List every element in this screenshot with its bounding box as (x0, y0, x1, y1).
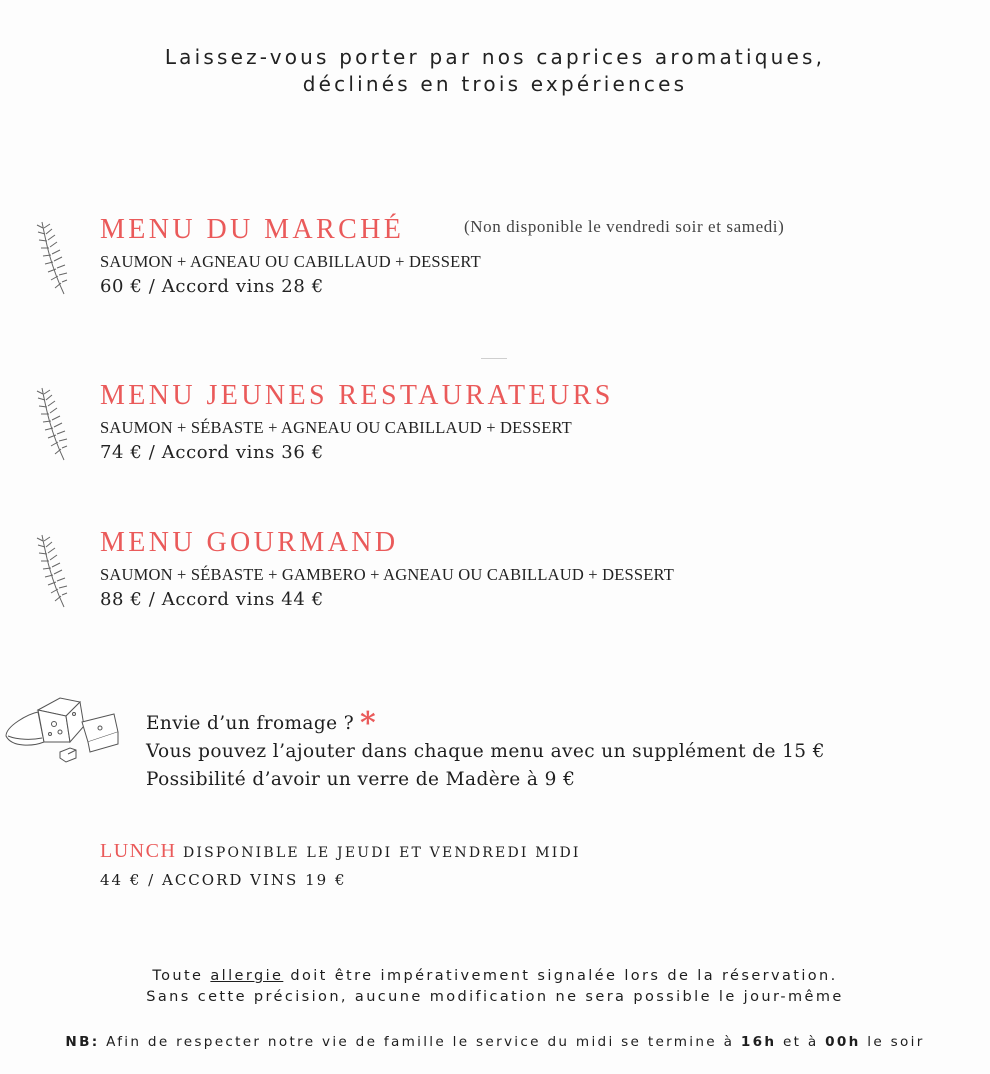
nb-text: le soir (860, 1034, 925, 1050)
cheese-question: Envie d’un fromage ? (146, 713, 355, 734)
asterisk-icon: * (360, 706, 377, 741)
herb-sprig-icon (34, 386, 68, 462)
availability-note: (Non disponible le vendredi soir et samedi) (464, 217, 785, 236)
menu-title: MENU JEUNES RESTAURATEURS (100, 380, 614, 411)
menu-marche (100, 214, 785, 297)
menu-jeunes-restaurateurs (100, 380, 614, 463)
menu-title: MENU DU MARCHÉ (100, 214, 405, 245)
menu-courses: SAUMON + SÉBASTE + GAMBERO + AGNEAU OU CABILLAUD + DESSERT (100, 565, 675, 584)
nb-text: Afin de respecter notre vie de famille le service du midi se termine à (99, 1034, 741, 1050)
menu-courses: SAUMON + SÉBASTE + AGNEAU OU CABILLAUD + DESSERT (100, 418, 572, 437)
intro-line-2: déclinés en trois expériences (302, 72, 688, 96)
midday-end-time: 16h (740, 1034, 777, 1050)
herb-sprig-icon (34, 533, 68, 609)
cheese-supplement: Vous pouvez l’ajouter dans chaque menu avec un supplément de 15 € (146, 741, 825, 762)
menu-title: MENU GOURMAND (100, 527, 399, 558)
menu-price: 74 € / Accord vins 36 € (100, 442, 324, 463)
allergy-notice (0, 966, 990, 1008)
nb-notice (0, 1034, 990, 1050)
nb-text: et à (776, 1034, 826, 1050)
madeira-offer: Possibilité d’avoir un verre de Madère à 9 € (146, 769, 576, 790)
intro-line-1: Laissez-vous porter par nos caprices aromatiques, (164, 45, 826, 69)
cheese-platter-icon (4, 692, 120, 766)
cheese-section (146, 706, 825, 794)
menu-price: 60 € / Accord vins 28 € (100, 276, 324, 297)
lunch-label: LUNCH (100, 840, 177, 862)
intro-heading (0, 44, 990, 98)
allergy-text-start: Toute (152, 968, 211, 984)
lunch-section (100, 840, 581, 889)
section-divider (481, 358, 507, 359)
menu-courses: SAUMON + AGNEAU OU CABILLAUD + DESSERT (100, 252, 481, 271)
allergy-link[interactable]: allergie (210, 968, 284, 984)
allergy-line-2: Sans cette précision, aucune modification ne sera possible le jour-même (146, 989, 844, 1005)
lunch-price: 44 € / ACCORD VINS 19 € (100, 871, 347, 889)
menu-gourmand (100, 527, 674, 610)
nb-label: NB: (65, 1034, 100, 1050)
allergy-text-end: doit être impérativement signalée lors de la réservation. (283, 968, 838, 984)
menu-price: 88 € / Accord vins 44 € (100, 589, 324, 610)
lunch-availability: DISPONIBLE LE JEUDI ET VENDREDI MIDI (182, 845, 581, 861)
evening-end-time: 00h (825, 1034, 861, 1050)
herb-sprig-icon (34, 220, 68, 296)
